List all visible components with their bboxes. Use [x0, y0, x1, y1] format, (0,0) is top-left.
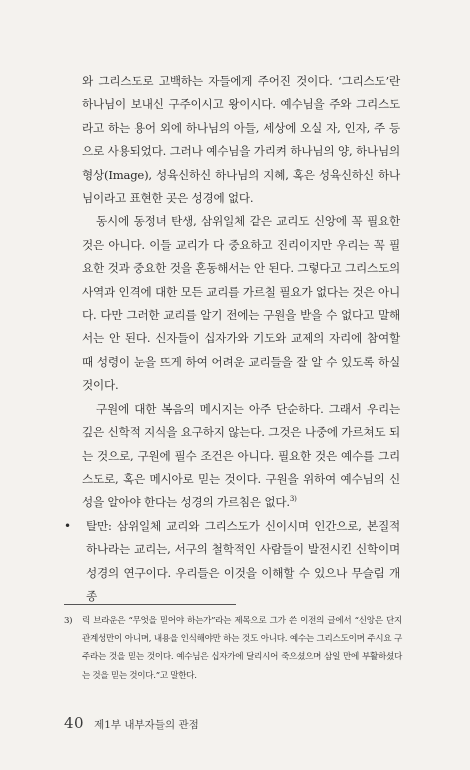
bullet-icon: •: [64, 519, 71, 533]
paragraph-3: [82, 398, 400, 515]
paragraph-1: 와 그리스도로 고백하는 자들에게 주어진 것이다. ‘그리스도’란 하나님이 보내신 구주이시고 왕이시다. 예수님을 주와 그리스도라고 하는 용어 외에 하나님의 아들, 세상에 오실 자, 인자, 주 등으로 사용되었다. 그러나 예수님을 가리켜 하나님의 양, 하나님의 형상(Image), 성육신하신 하나님의 지혜, 혹은 성육신하신 하나님이라고 표현한 곳은 성경에 없다.: [82, 74, 400, 206]
running-head: 제1부 내부자들의 관점: [94, 719, 199, 731]
footnote-reference: 3): [289, 495, 297, 504]
bullet-block: [64, 515, 400, 609]
paragraph-2: 동시에 동정녀 탄생, 삼위일체 같은 교리도 신앙에 꼭 필요한 것은 아니다. 이들 교리가 다 중요하고 진리이지만 우리는 꼭 필요한 것과 중요한 것을 혼동해서는 안 된다. 그렇다고 그리스도의 사역과 인격에 대한 모든 교리를 가르칠 필요가 없다는 것은 아니다. 다만 그러한 교리를 알기 전에는 구원을 받을 수 없다고 말해서는 안 된다. 신자들이 십자가와 기도와 교제의 자리에 참여할 때 성령이 눈을 뜨게 하여 어려운 교리들을 잘 알 수 있도록 하실 것이다.: [82, 214, 400, 393]
main-text: [82, 70, 400, 515]
footnote: [64, 612, 402, 685]
footnote-text: 릭 브라운은 “무엇을 믿어야 하는가”라는 제목으로 그가 쓴 이전의 글에서 “신앙은 단지 관계성만이 아니며, 내용을 인식해야만 하는 것도 아니다. 예수는 그리스도이며 주시요 구주라는 것을 믿는 것이다. 예수님은 십자가에 달리시어 죽으셨으며 삼일 만에 부활하셨다는 것을 믿는 것이다.”고 말한다.: [82, 616, 402, 681]
bullet-item: [64, 515, 400, 609]
page-number: 40: [64, 714, 85, 732]
page-footer: [64, 714, 199, 732]
footnote-number: 3): [64, 616, 73, 626]
paragraph-3-text: 구원에 대한 복음의 메시지는 아주 단순하다. 그래서 우리는 깊은 신학적 지식을 요구하지 않는다. 그것은 나중에 가르쳐도 되는 것으로, 구원에 필수 조건은 아니다. 필요한 것은 예수를 그리스도로, 혹은 메시아로 믿는 것이다. 구원을 위하여 예수님의 신성을 알아야 한다는 성경의 가르침은 없다.: [82, 401, 400, 510]
bullet-text: 탈만: 삼위일체 교리와 그리스도가 신이시며 인간으로, 본질적 하나라는 교리는, 서구의 철학적인 사람들이 발전시킨 신학이며 성경의 연구이다. 우리들은 이것을 이해할 수 있으나 무슬림 개종: [86, 519, 400, 604]
footnote-divider: [64, 604, 236, 605]
